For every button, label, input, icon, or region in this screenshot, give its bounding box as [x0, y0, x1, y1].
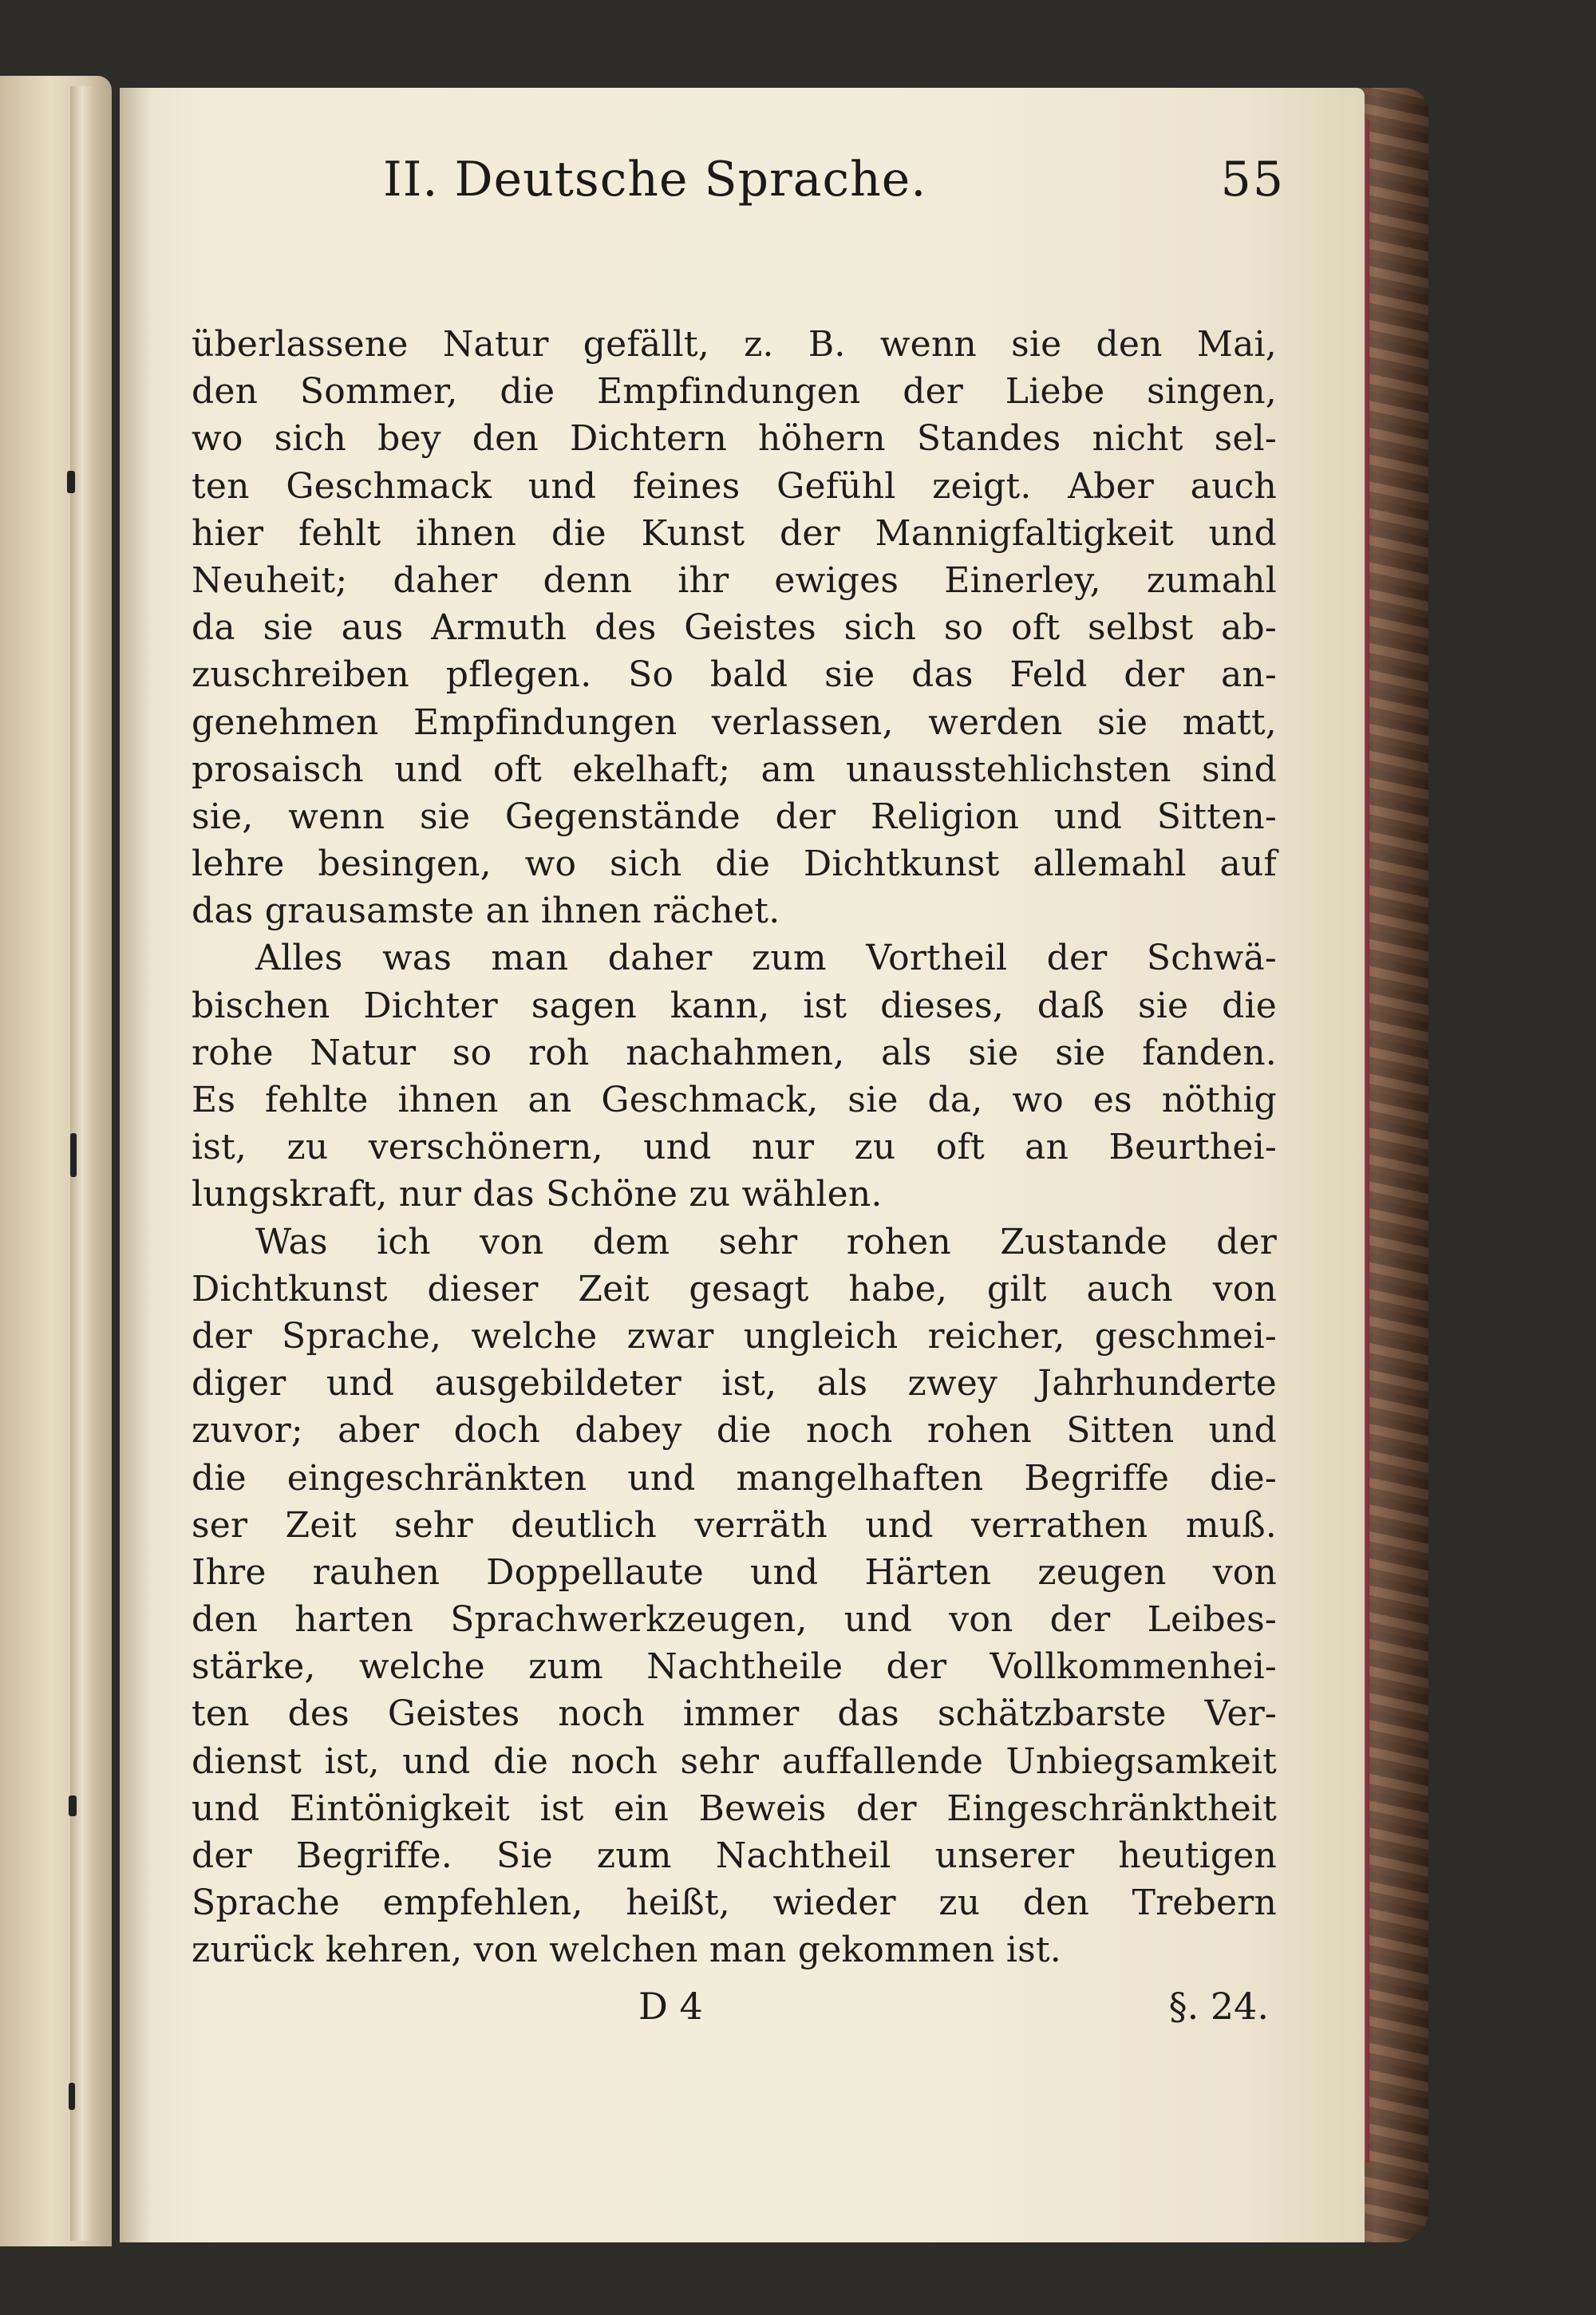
text-line: lungskraft, nur das Schöne zu wählen.	[192, 1174, 883, 1215]
text-line: Es fehlte ihnen an Geschmack, sie da, wo es nöthig	[192, 1080, 1277, 1120]
text-line: zuschreiben pflegen. So bald sie das Feld der an-	[192, 654, 1277, 696]
body-text	[192, 321, 1277, 1974]
text-line: Alles was man daher zum Vortheil der Schwä-	[255, 938, 1277, 979]
text-line: wo sich bey den Dichtern höhern Standes nicht sel-	[192, 418, 1277, 460]
margin-mark	[69, 1796, 77, 1816]
text-line: Was ich von dem sehr rohen Zustande der	[255, 1221, 1277, 1262]
catchword: §. 24.	[1168, 1985, 1269, 2028]
page-footer	[192, 1985, 1277, 2033]
text-line: zurück kehren, von welchen man gekommen ist.	[192, 1930, 1061, 1971]
text-line: dienst ist, und die noch sehr auffallende Unbiegsamkeit	[192, 1740, 1277, 1782]
margin-mark	[70, 1133, 77, 1177]
text-line: lehre besingen, wo sich die Dichtkunst allemahl auf	[192, 843, 1277, 885]
text-line: und Eintönigkeit ist ein Beweis der Eingeschränktheit	[192, 1788, 1277, 1829]
text-line: den harten Sprachwerkzeugen, und von der Leibes-	[192, 1599, 1277, 1641]
margin-mark	[69, 2083, 75, 2110]
text-line: der Begriffe. Sie zum Nachtheil unserer heutigen	[192, 1835, 1277, 1876]
text-line: ist, zu verschönern, und nur zu oft an Beurthei-	[192, 1127, 1277, 1168]
text-line: genehmen Empfindungen verlassen, werden sie matt,	[192, 701, 1277, 743]
text-line: hier fehlt ihnen die Kunst der Mannigfaltigkeit und	[192, 512, 1277, 554]
text-line: die eingeschränkten und mangelhaften Begriffe die-	[192, 1457, 1277, 1499]
text-line: zuvor; aber doch dabey die noch rohen Sitten und	[192, 1410, 1277, 1452]
text-line: da sie aus Armuth des Geistes sich so oft selbst ab-	[192, 607, 1277, 649]
text-line: das grausamste an ihnen rächet.	[192, 891, 780, 932]
left-page-edge	[0, 76, 112, 2246]
text-line: Ihre rauhen Doppellaute und Härten zeugen von	[192, 1551, 1277, 1593]
text-line: Dichtkunst dieser Zeit gesagt habe, gilt auch von	[192, 1268, 1277, 1310]
text-line: der Sprache, welche zwar ungleich reicher, geschmei-	[192, 1315, 1277, 1357]
page-number: 55	[1220, 152, 1285, 207]
text-line: ten des Geistes noch immer das schätzbarste Ver-	[192, 1693, 1277, 1735]
signature-mark: D 4	[638, 1985, 703, 2028]
text-line: diger und ausgebildeter ist, als zwey Jahrhunderte	[192, 1363, 1277, 1404]
text-line: rohe Natur so roh nachahmen, als sie sie fanden.	[192, 1032, 1277, 1073]
text-line: sie, wenn sie Gegenstände der Religion und Sitten-	[192, 796, 1277, 837]
margin-mark	[67, 471, 75, 493]
text-line: Neuheit; daher denn ihr ewiges Einerley, zumahl	[192, 559, 1277, 601]
text-line: stärke, welche zum Nachtheile der Vollkommenhei-	[192, 1646, 1277, 1688]
text-line: bischen Dichter sagen kann, ist dieses, daß sie die	[192, 985, 1277, 1026]
text-line: ser Zeit sehr deutlich verräth und verrathen muß.	[192, 1504, 1277, 1546]
text-line: den Sommer, die Empfindungen der Liebe singen,	[192, 371, 1277, 413]
text-line: prosaisch und oft ekelhaft; am unausstehlichsten sind	[192, 749, 1277, 790]
running-title: II. Deutsche Sprache.	[383, 152, 927, 207]
text-line: ten Geschmack und feines Gefühl zeigt. Aber auch	[192, 465, 1277, 507]
page-gutter	[120, 88, 152, 2242]
text-line: Sprache empfehlen, heißt, wieder zu den Trebern	[192, 1882, 1277, 1924]
text-line: überlassene Natur gefällt, z. B. wenn sie den Mai,	[192, 324, 1277, 365]
